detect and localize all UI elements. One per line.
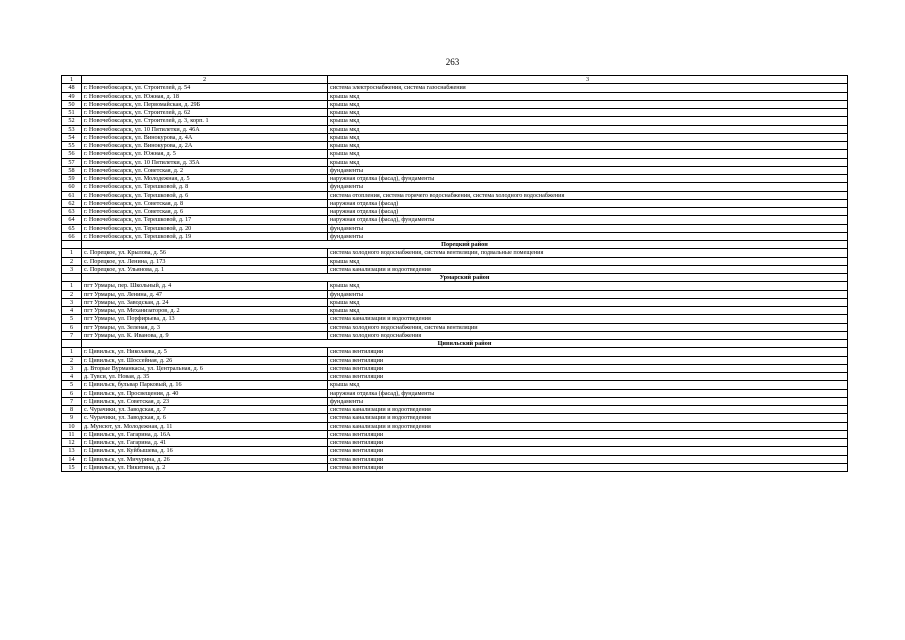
row-number: 5 [62,381,82,389]
row-work-type: система электроснабжения, система газоснабжения [328,84,848,92]
row-work-type: система холодного водоснабжения, система вентиляции [328,323,848,331]
row-address: с. Порецкое, ул. Ленина, д. 173 [82,257,328,265]
row-number: 5 [62,315,82,323]
row-number: 10 [62,422,82,430]
row-work-type: система холодного водоснабжения [328,331,848,339]
section-empty-cell [62,274,82,282]
row-number: 65 [62,224,82,232]
row-address: г. Новочебоксарск, ул. Советская, д. 2 [82,166,328,174]
row-work-type: система канализации и водоотведения [328,406,848,414]
row-address: г. Цивильск, ул. Николаева, д. 5 [82,348,328,356]
row-work-type: система холодного водоснабжения, система вентиляции, подвальные помещения [328,249,848,257]
table-row [62,315,848,323]
row-work-type: крыша мкд [328,381,848,389]
section-empty-cell [62,340,82,348]
row-number: 6 [62,389,82,397]
row-number: 62 [62,199,82,207]
table-row [62,208,848,216]
row-number: 54 [62,133,82,141]
row-work-type: крыша мкд [328,282,848,290]
table-row [62,422,848,430]
row-work-type: система вентиляции [328,373,848,381]
table-row [62,249,848,257]
row-work-type: система канализации и водоотведения [328,265,848,273]
row-address: пгт Урмары, ул. Зеленая, д. 3 [82,323,328,331]
row-work-type: наружная отделка (фасад), фундаменты [328,216,848,224]
row-address: г. Цивильск, ул. Шоссейная, д. 26 [82,356,328,364]
header-col-3: 3 [328,76,848,84]
table-row [62,455,848,463]
row-number: 1 [62,348,82,356]
row-address: г. Новочебоксарск, ул. 10 Пятилетки, д. 35А [82,158,328,166]
table-row [62,183,848,191]
row-work-type: крыша мкд [328,125,848,133]
row-number: 11 [62,430,82,438]
section-header-row [62,241,848,249]
row-work-type: крыша мкд [328,142,848,150]
table-row [62,142,848,150]
row-work-type: система вентиляции [328,439,848,447]
row-address: д. Мунсют, ул. Молодежная, д. 11 [82,422,328,430]
table-row [62,430,848,438]
row-number: 60 [62,183,82,191]
row-work-type: крыша мкд [328,307,848,315]
row-work-type: фундаменты [328,290,848,298]
row-number: 8 [62,406,82,414]
row-work-type: наружная отделка (фасад), фундаменты [328,389,848,397]
works-table [61,75,848,472]
row-address: г. Новочебоксарск, ул. Винокурова, д. 2А [82,142,328,150]
row-work-type: система вентиляции [328,348,848,356]
row-number: 49 [62,92,82,100]
row-address: с. Порецкое, ул. Крылова, д. 56 [82,249,328,257]
row-work-type: система отопления, система горячего водоснабжения, система холодного водоснабжения [328,191,848,199]
table-row [62,282,848,290]
row-number: 64 [62,216,82,224]
table-row [62,175,848,183]
row-address: д. Вторые Вурманкасы, ул. Центральная, д. 6 [82,364,328,372]
row-number: 9 [62,414,82,422]
row-number: 50 [62,100,82,108]
table-row [62,397,848,405]
row-work-type: наружная отделка (фасад) [328,199,848,207]
section-header-row [62,274,848,282]
row-number: 2 [62,356,82,364]
row-number: 4 [62,373,82,381]
row-number: 3 [62,364,82,372]
row-address: г. Новочебоксарск, ул. Терешковой, д. 17 [82,216,328,224]
row-work-type: крыша мкд [328,150,848,158]
row-number: 15 [62,463,82,471]
row-address: г. Новочебоксарск, ул. Южная, д. 5 [82,150,328,158]
row-address: г. Новочебоксарск, ул. Южная, д. 18 [82,92,328,100]
row-work-type: система вентиляции [328,447,848,455]
row-work-type: крыша мкд [328,109,848,117]
table-row [62,109,848,117]
row-address: г. Новочебоксарск, ул. Советская, д. 8 [82,199,328,207]
table-row [62,92,848,100]
table-row [62,133,848,141]
row-work-type: система канализации и водоотведения [328,414,848,422]
table-row [62,265,848,273]
table-body [62,84,848,472]
row-work-type: система канализации и водоотведения [328,422,848,430]
row-address: г. Цивильск, ул. Куйбышева, д. 16 [82,447,328,455]
row-address: г. Новочебоксарск, ул. Винокурова, д. 4А [82,133,328,141]
row-work-type: фундаменты [328,224,848,232]
row-address: пгт Урмары, ул. Механизаторов, д. 2 [82,307,328,315]
row-address: г. Цивильск, ул. Гагарина, д. 16А [82,430,328,438]
row-work-type: крыша мкд [328,117,848,125]
row-number: 7 [62,397,82,405]
table-header-row [62,76,848,84]
section-title: Цивильский район [82,340,848,348]
row-address: г. Новочебоксарск, ул. Строителей, д. 54 [82,84,328,92]
table-row [62,373,848,381]
row-work-type: система вентиляции [328,356,848,364]
header-col-1: 1 [62,76,82,84]
header-col-2: 2 [82,76,328,84]
row-number: 48 [62,84,82,92]
row-number: 4 [62,307,82,315]
table-row [62,348,848,356]
row-address: с. Порецкое, ул. Ульянова, д. 1 [82,265,328,273]
row-address: пгт Урмары, пер. Школьный, д. 4 [82,282,328,290]
table-row [62,463,848,471]
row-address: г. Цивильск, ул. Мичурина, д. 26 [82,455,328,463]
row-address: г. Новочебоксарск, ул. Терешковой, д. 20 [82,224,328,232]
row-number: 63 [62,208,82,216]
row-number: 13 [62,447,82,455]
row-work-type: система канализации и водоотведения [328,315,848,323]
table-row [62,356,848,364]
table-row [62,364,848,372]
row-number: 14 [62,455,82,463]
table-row [62,406,848,414]
row-number: 52 [62,117,82,125]
row-number: 55 [62,142,82,150]
row-address: г. Новочебоксарск, ул. Терешковой, д. 8 [82,183,328,191]
table-row [62,414,848,422]
row-number: 1 [62,282,82,290]
table-row [62,150,848,158]
row-work-type: крыша мкд [328,257,848,265]
row-work-type: система вентиляции [328,364,848,372]
row-work-type: наружная отделка (фасад), фундаменты [328,175,848,183]
table-row [62,389,848,397]
table-row [62,224,848,232]
row-work-type: система вентиляции [328,455,848,463]
row-number: 58 [62,166,82,174]
row-address: г. Цивильск, ул. Гагарина, д. 41 [82,439,328,447]
row-address: г. Новочебоксарск, ул. Молодежная, д. 5 [82,175,328,183]
row-address: г. Новочебоксарск, ул. Советская, д. 6 [82,208,328,216]
row-number: 59 [62,175,82,183]
table-row [62,125,848,133]
row-address: г. Новочебоксарск, ул. Терешковой, д. 6 [82,191,328,199]
row-address: с. Чурачики, ул. Заводская, д. 7 [82,406,328,414]
table-row [62,100,848,108]
row-work-type: фундаменты [328,397,848,405]
row-number: 1 [62,249,82,257]
table-row [62,232,848,240]
row-address: д. Тувси, ул. Новая, д. 35 [82,373,328,381]
row-address: г. Цивильск, ул. Советская, д. 23 [82,397,328,405]
row-work-type: система вентиляции [328,430,848,438]
row-address: г. Новочебоксарск, ул. Строителей, д. 62 [82,109,328,117]
section-empty-cell [62,241,82,249]
table-row [62,381,848,389]
row-work-type: крыша мкд [328,298,848,306]
row-number: 61 [62,191,82,199]
row-work-type: фундаменты [328,183,848,191]
section-title: Порецкий район [82,241,848,249]
row-address: г. Новочебоксарск, ул. Строителей, д. 3, корп. 1 [82,117,328,125]
table-row [62,439,848,447]
row-address: г. Цивильск, бульвар Парковый, д. 16 [82,381,328,389]
table-row [62,199,848,207]
row-address: г. Цивильск, ул. Никитина, д. 2 [82,463,328,471]
row-address: г. Новочебоксарск, ул. 10 Пятилетки, д. 46А [82,125,328,133]
row-number: 2 [62,290,82,298]
row-number: 56 [62,150,82,158]
row-address: пгт Урмары, ул. Порфирьева, д. 13 [82,315,328,323]
page-number: 263 [445,57,460,67]
row-number: 57 [62,158,82,166]
table-row [62,166,848,174]
row-work-type: наружная отделка (фасад) [328,208,848,216]
table-row [62,84,848,92]
table-row [62,257,848,265]
row-address: г. Цивильск, ул. Просвещения, д. 40 [82,389,328,397]
table-row [62,323,848,331]
row-work-type: фундаменты [328,166,848,174]
row-number: 7 [62,331,82,339]
row-address: г. Новочебоксарск, ул. Терешковой, д. 19 [82,232,328,240]
row-address: пгт Урмары, ул. К. Иванова, д. 9 [82,331,328,339]
section-header-row [62,340,848,348]
row-work-type: крыша мкд [328,158,848,166]
table-row [62,298,848,306]
table-row [62,290,848,298]
row-number: 2 [62,257,82,265]
table-row [62,158,848,166]
row-work-type: фундаменты [328,232,848,240]
table-row [62,307,848,315]
row-number: 51 [62,109,82,117]
row-number: 3 [62,265,82,273]
row-address: пгт Урмары, ул. Ленина, д. 47 [82,290,328,298]
row-work-type: крыша мкд [328,133,848,141]
row-address: с. Чурачики, ул. Заводская, д. 6 [82,414,328,422]
table-row [62,117,848,125]
table-row [62,331,848,339]
row-address: г. Новочебоксарск, ул. Первомайская, д. 29Б [82,100,328,108]
table-row [62,447,848,455]
row-number: 12 [62,439,82,447]
row-work-type: крыша мкд [328,92,848,100]
row-address: пгт Урмары, ул. Заводская, д. 24 [82,298,328,306]
table-row [62,191,848,199]
row-number: 3 [62,298,82,306]
row-work-type: система вентиляции [328,463,848,471]
row-number: 6 [62,323,82,331]
section-title: Урмарский район [82,274,848,282]
row-number: 53 [62,125,82,133]
row-work-type: крыша мкд [328,100,848,108]
table-row [62,216,848,224]
row-number: 66 [62,232,82,240]
